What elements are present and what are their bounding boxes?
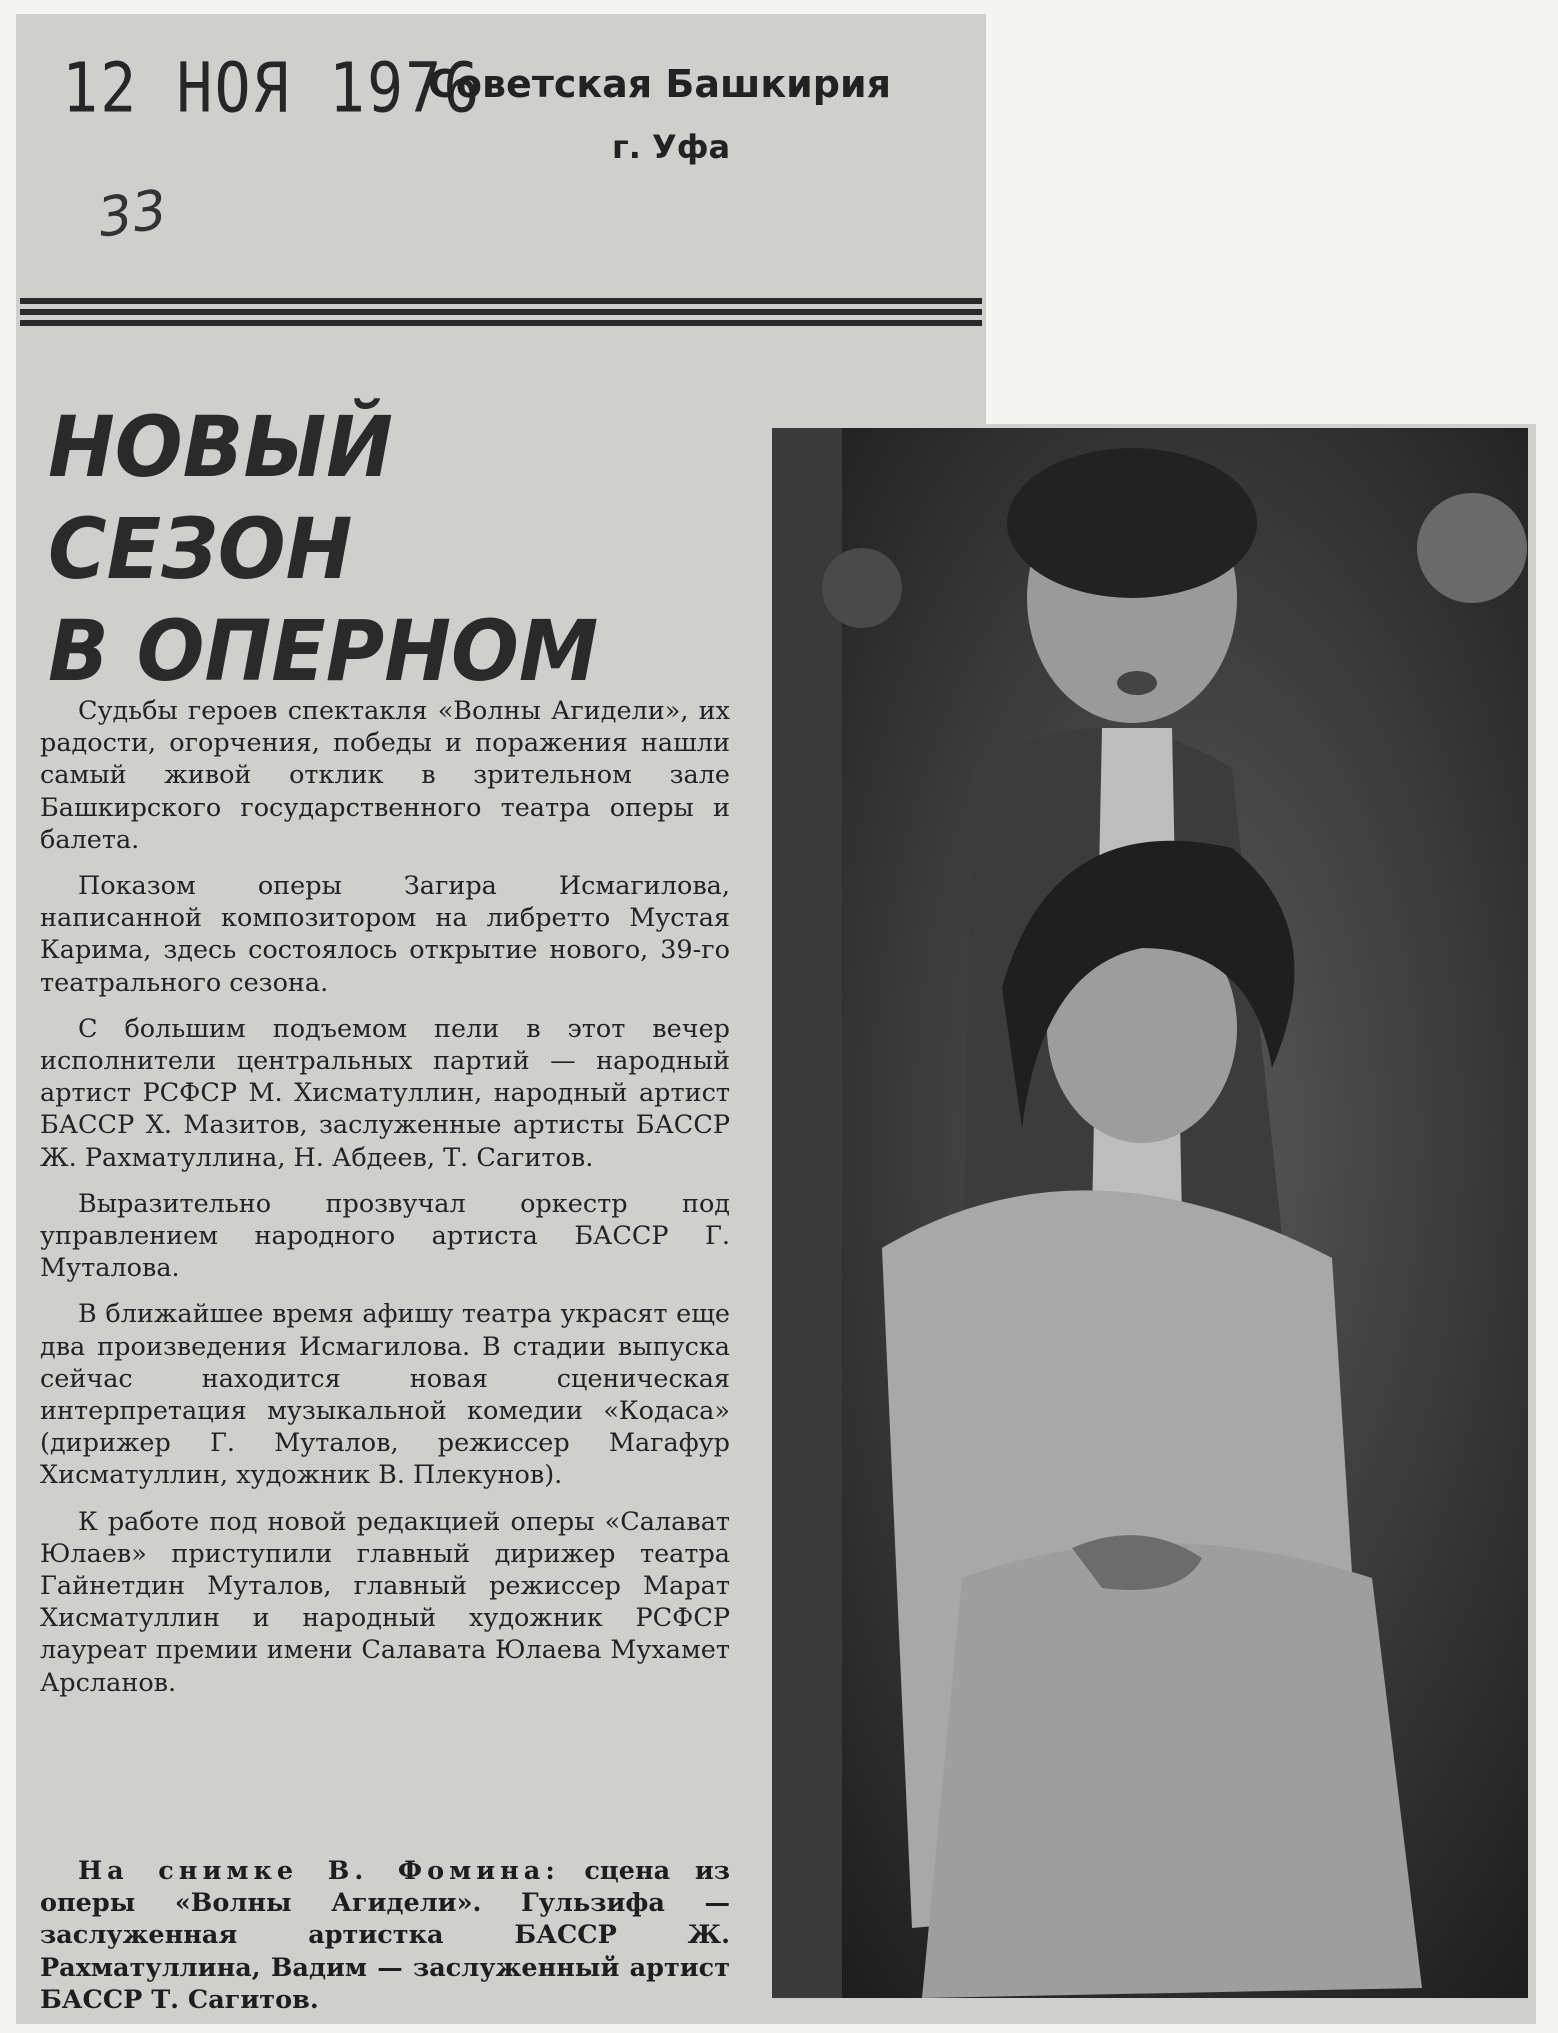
article-body xyxy=(40,695,730,1713)
city-stamp: г. Уфа xyxy=(612,128,731,166)
photo-illustration xyxy=(772,428,1528,1998)
caption-text: сцена из оперы «Волны Агидели». Гульзифа — заслуженная артистка БАССР Ж. Рахматуллина, Вадим — заслуженный артист БАССР Т. Сагитов. xyxy=(40,1856,730,2015)
article-paragraph: В ближайшее время афишу театра украсят еще два произведения Исмагилова. В стадии выпуска сейчас находится новая сценическая интерпретация музыкальной комедии «Кодаса» (дирижер Г. Муталов, режиссер Магафур Хисматуллин, художник В. Плекунов). xyxy=(40,1299,730,1491)
photo-caption xyxy=(40,1855,730,2016)
headline-line: СЕЗОН xyxy=(48,500,353,598)
headline-line: В ОПЕРНОМ xyxy=(48,602,599,700)
article-paragraph: Показом оперы Загира Исмагилова, написанной композитором на либретто Мустая Карима, здесь состоялось открытие нового, 39-го театрального сезона. xyxy=(40,871,730,998)
handwritten-number: 33 xyxy=(93,177,171,250)
article-headline xyxy=(48,396,598,702)
article-paragraph: Судьбы героев спектакля «Волны Агидели», их радости, огорчения, победы и поражения нашли самый живой отклик в зрительном зале Башкирского государственного театра оперы и балета. xyxy=(40,696,730,855)
article-paragraph: С большим подъемом пели в этот вечер исполнители центральных партий — народный артист РСФСР М. Хисматуллин, народный артист БАССР Х. Мазитов, заслуженные артисты БАССР Ж. Рахматуллина, Н. Абдеев, Т. Сагитов. xyxy=(40,1013,730,1173)
headline-line: НОВЫЙ xyxy=(48,398,393,496)
opera-scene-photo xyxy=(772,428,1528,1998)
caption-lead: На снимке В. Фомина: xyxy=(78,1856,560,1886)
masthead-rules xyxy=(20,298,982,331)
article-paragraph: Выразительно прозвучал оркестр под управлением народного артиста БАССР Г. Муталова. xyxy=(40,1188,730,1284)
clipping-cutout xyxy=(986,334,1536,424)
article-paragraph: К работе под новой редакцией оперы «Салават Юлаев» приступили главный дирижер театра Гайнетдин Муталов, главный режиссер Марат Хисматуллин и народный художник РСФСР лауреат премии имени Салавата Юлаева Мухамет Арсланов. xyxy=(40,1506,730,1698)
newspaper-name-stamp: Советская Башкирия xyxy=(428,62,892,106)
date-stamp: 12 НОЯ 1976 xyxy=(62,48,482,129)
